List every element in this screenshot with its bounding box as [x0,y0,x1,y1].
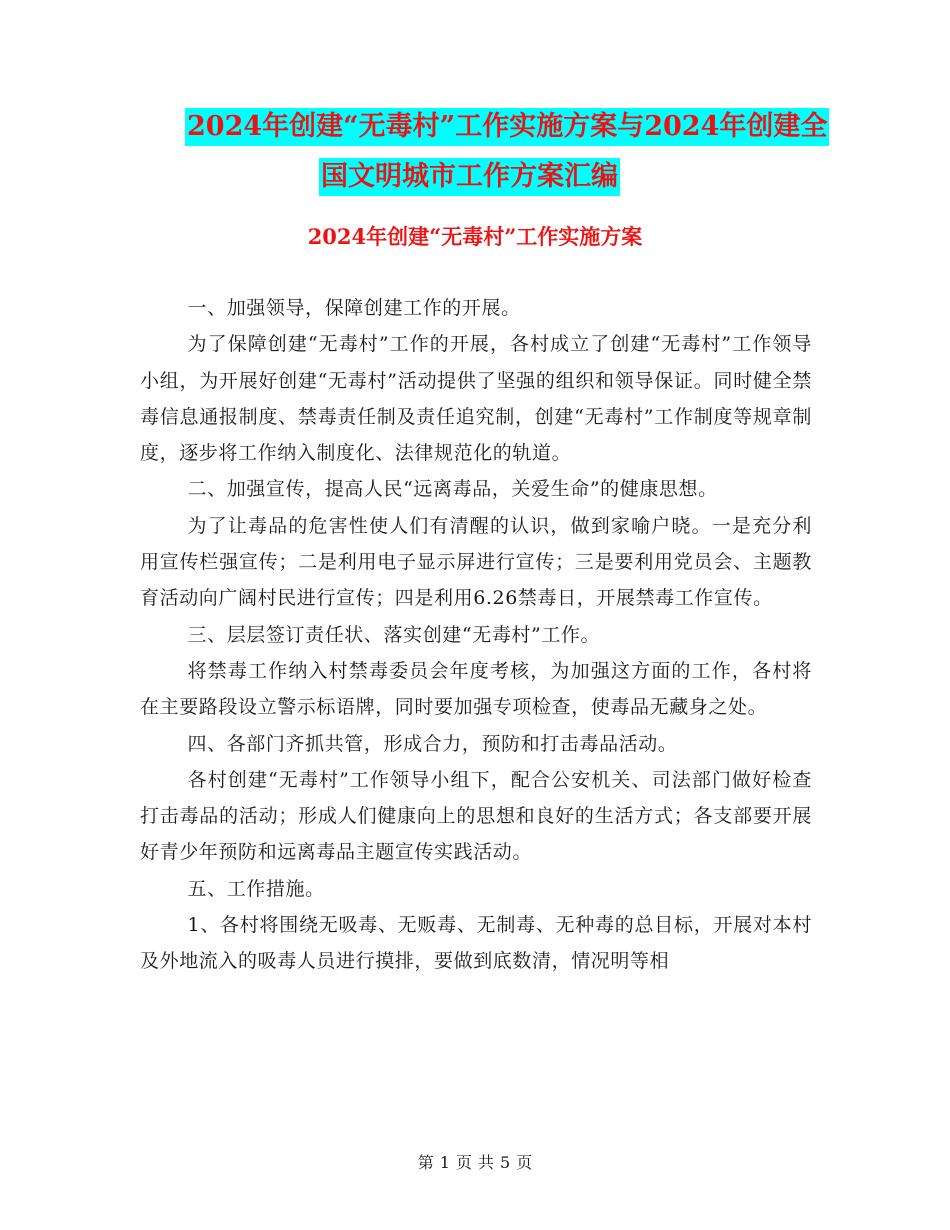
paragraph: 将禁毒工作纳入村禁毒委员会年度考核，为加强这方面的工作，各村将在主要路段设立警示标语牌，同时要加强专项检查，使毒品无藏身之处。 [140,659,812,719]
paragraph-heading-4: 四、各部门齐抓共管，形成合力，预防和打击毒品活动。 [187,732,678,755]
page-footer [0,1150,950,1173]
paragraph-heading-3: 三、层层签订责任状、落实创建“无毒村”工作。 [187,623,601,646]
paragraph: 1、各村将围绕无吸毒、无贩毒、无制毒、无种毒的总目标，开展对本村及外地流入的吸毒人员进行摸排，要做到底数清，情况明等相 [140,914,812,973]
footer-total-prefix: 共 [478,1153,495,1172]
footer-prefix: 第 [417,1153,434,1172]
paragraph-heading-5: 五、工作措施。 [187,877,325,900]
paragraph-heading-1: 一、加强领导，保障创建工作的开展。 [187,297,521,319]
paragraph-heading-2: 二、加强宣传，提高人民“远离毒品，关爱生命”的健康思想。 [187,478,718,501]
footer-total-pages: 5 [500,1153,511,1172]
paragraph: 为了让毒品的危害性使人们有清醒的认识，做到家喻户晓。一是充分利用宣传栏强宣传；二是利用电子显示屏进行宣传；三是要利用党员会、主题教育活动向广阔村民进行宣传；四是利用6.26禁毒日，开展禁毒工作宣传。 [140,514,812,610]
paragraph: 为了保障创建“无毒村”工作的开展，各村成立了创建“无毒村”工作领导小组，为开展好创建“无毒村”活动提供了坚强的组织和领导保证。同时健全禁毒信息通报制度、禁毒责任制及责任追究制，创建“无毒村”工作制度等规章制度，逐步将工作纳入制度化、法律规范化的轨道。 [140,333,812,465]
paragraph: 各村创建“无毒村”工作领导小组下，配合公安机关、司法部门做好检查打击毒品的活动；形成人们健康向上的思想和良好的生活方式；各支部要开展好青少年预防和远离毒品主题宣传实践活动。 [140,768,812,864]
section-subtitle: 2024年创建“无毒村”工作实施方案 [307,224,643,249]
footer-page-word: 页 [455,1153,472,1172]
footer-current-page: 1 [439,1153,450,1172]
footer-total-suffix: 页 [516,1153,533,1172]
title-line-1: 2024年创建“无毒村”工作实施方案与2024年创建全 [185,108,829,146]
document-body [140,290,812,980]
title-line-2: 国文明城市工作方案汇编 [319,158,620,196]
